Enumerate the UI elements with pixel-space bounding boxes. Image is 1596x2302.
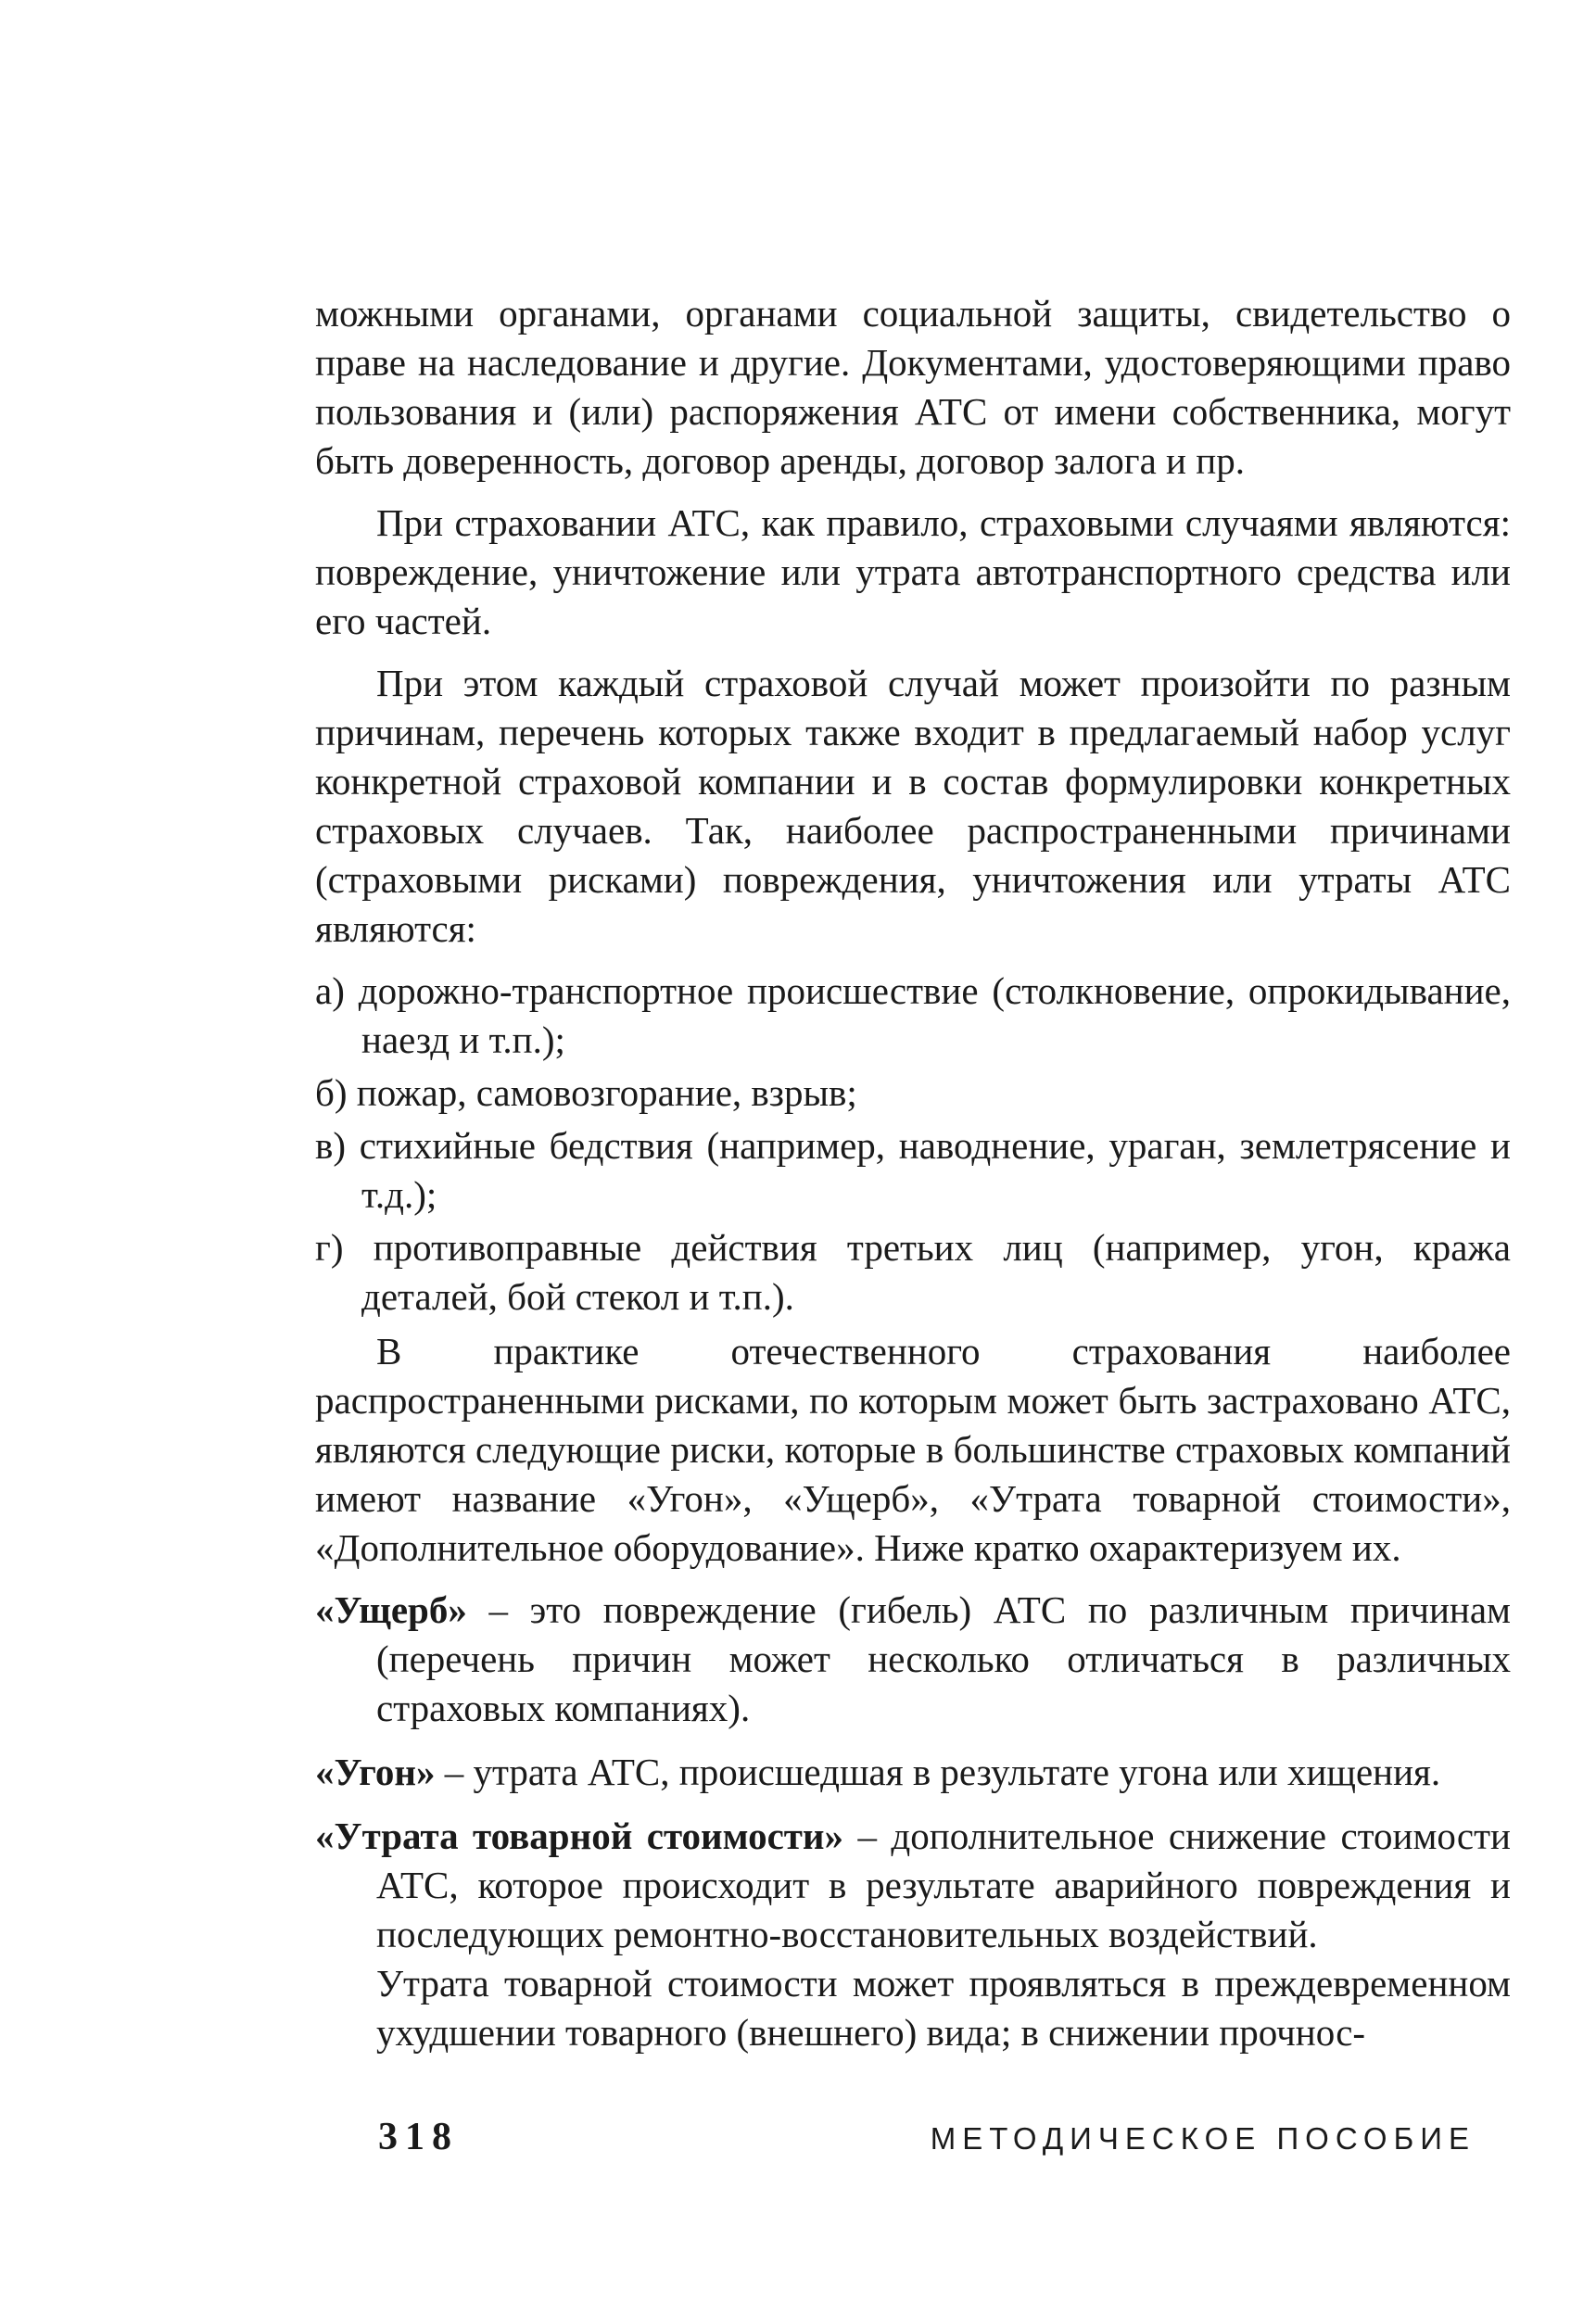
page-footer	[378, 2115, 1476, 2159]
running-title: МЕТОДИЧЕСКОЕ ПОСОБИЕ	[930, 2121, 1476, 2156]
paragraph-4: В практике отечественного страхования наиболее распространенными рисками, по которым может быть застраховано АТС, являются следующие риски, которые в большинстве страховых компаний имеют название «Угон», «Ущерб», «Утрата товарной стоимости», «Дополнительное оборудование». Ниже кратко охарактеризуем их.	[315, 1330, 1511, 1569]
definition-term: «Утрата товарной стоимости»	[315, 1815, 844, 1857]
page-number: 318	[378, 2116, 459, 2158]
list-item: б) пожар, самовозгорание, взрыв;	[315, 1071, 857, 1114]
definition-term: «Угон»	[315, 1751, 436, 1793]
list-item: в) стихийные бедствия (например, наводнение, ураган, землетрясение и т.д.);	[315, 1124, 1511, 1216]
definition-value-loss	[315, 1812, 1511, 1959]
definition-text: – утрата АТС, происшедшая в результате угона или хищения.	[435, 1751, 1441, 1793]
definition-text: – дополнительное снижение стоимости АТС, которое происходит в результате аварийного повреждения и последующих ремонтно-восстановительных воздействий.	[376, 1815, 1511, 1955]
paragraph-1: можными органами, органами социальной защиты, свидетельство о праве на наследование и другие. Документами, удостоверяющими право пользования и (или) распоряжения АТС от имени собственника, могут быть доверенность, договор аренды, договор залога и пр.	[315, 292, 1511, 482]
paragraph-3: При этом каждый страховой случай может произойти по разным причинам, перечень которых также входит в предлагаемый набор услуг конкретной страховой компании и в состав формулировки конкретных страховых случаев. Так, наиболее распространенными причинами (страховыми рисками) повреждения, уничтожения или утраты АТС являются:	[315, 662, 1511, 950]
risk-list	[315, 967, 1511, 1322]
definition-damage	[315, 1586, 1511, 1733]
list-item: а) дорожно-транспортное происшествие (столкновение, опрокидывание, наезд и т.п.);	[315, 969, 1511, 1061]
page-body	[315, 289, 1511, 2057]
list-item: г) противоправные действия третьих лиц (например, угон, кража деталей, бой стекол и т.п.).	[315, 1226, 1511, 1318]
definition-text: – это повреждение (гибель) АТС по различным причинам (перечень причин может несколько отличаться в различных страховых компаниях).	[376, 1588, 1511, 1729]
paragraph-2: При страховании АТС, как правило, страховыми случаями являются: повреждение, уничтожение или утрата автотранспортного средства или его частей.	[315, 501, 1511, 642]
definition-theft	[315, 1748, 1511, 1797]
definition-term: «Ущерб»	[315, 1588, 467, 1631]
definition-continuation: Утрата товарной стоимости может проявляться в преждевременном ухудшении товарного (внешнего) вида; в снижении прочнос-	[376, 1962, 1511, 2054]
